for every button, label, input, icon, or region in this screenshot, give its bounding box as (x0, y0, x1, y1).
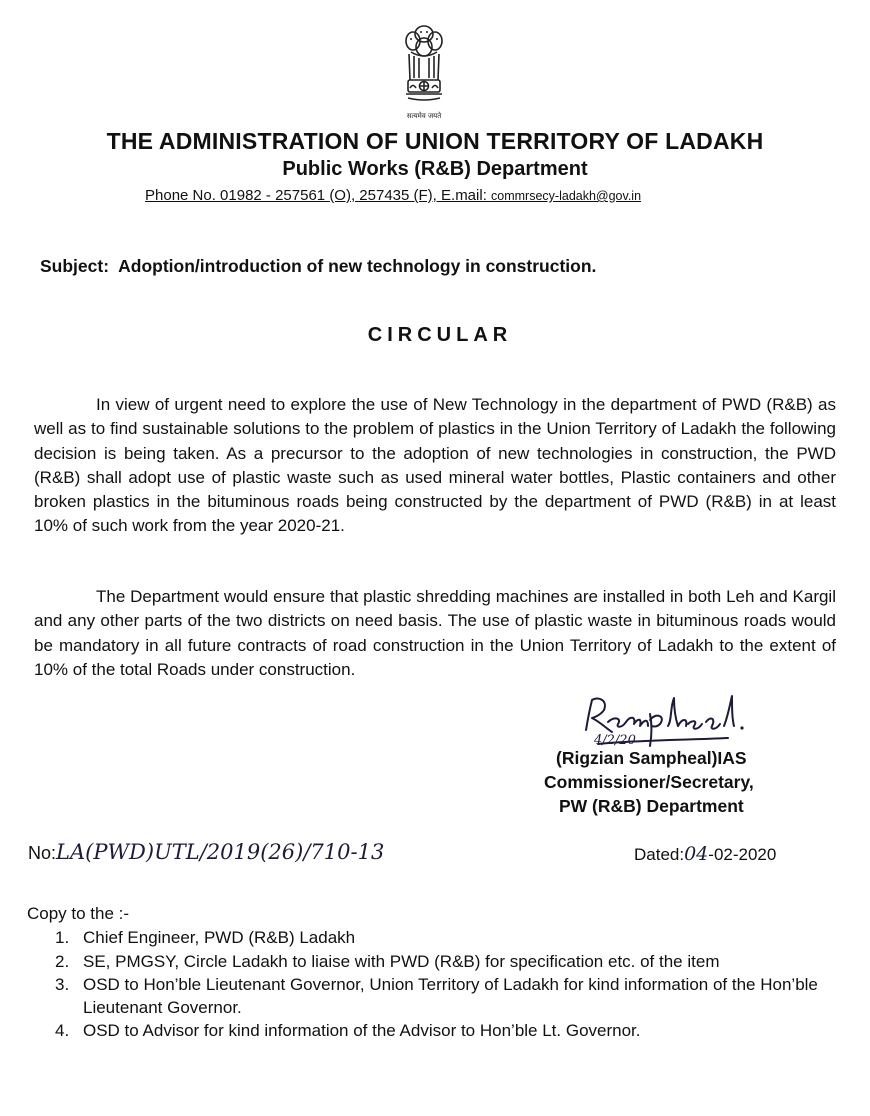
copy-to-list (30, 927, 830, 1044)
signature-date: 4/2/20 (594, 733, 636, 748)
dated-field (634, 843, 776, 865)
subject-text: Adoption/introduction of new technology in construction. (118, 256, 597, 276)
department-name: Public Works (R&B) Department (282, 158, 588, 180)
administration-title: THE ADMINISTRATION OF UNION TERRITORY OF LADAKH (106, 128, 764, 154)
reference-value: LA(PWD)UTL/2019(26)/710-13 (56, 840, 385, 864)
dated-rest: -02-2020 (708, 845, 777, 864)
list-item-number: 3. (55, 975, 70, 994)
list-item-text: OSD to Hon’ble Lieutenant Governor, Union Territory of Ladakh for kind information of the Hon’ble Lieutenant Governor. (83, 975, 818, 1017)
state-emblem-icon (400, 14, 448, 120)
list-item (30, 927, 830, 950)
list-item (30, 974, 830, 1019)
signatory-designation: Commissioner/Secretary, (544, 772, 754, 792)
contact-line (145, 187, 641, 204)
copy-to-label: Copy to the :- (27, 904, 130, 923)
list-item-number: 1. (55, 928, 70, 947)
list-item-text: SE, PMGSY, Circle Ladakh to liaise with PWD (R&B) for specification etc. of the item (83, 951, 720, 971)
signatory-name: (Rigzian Sampheal)IAS (556, 748, 747, 768)
body-paragraph-1: In view of urgent need to explore the use of New Technology in the department of PWD (R&B) as well as to find sustainable solutions to the problem of plastics in the Union Territory of Ladakh the following decision is being taken. As a precursor to the adoption of new technologies in construction, the PWD (R&B) shall adopt use of plastic waste such as used mineral water bottles, Plastic containers and other broken plastics in the bituminous roads being constructed by the department of PWD (R&B) in at least 10% of such work from the year 2020-21. (34, 395, 836, 536)
reference-label: No: (28, 843, 57, 863)
subject-line (40, 256, 596, 277)
list-item-text: OSD to Advisor for kind information of the Advisor to Hon’ble Lt. Governor. (83, 1021, 641, 1040)
reference-number (28, 840, 384, 864)
list-item-text: Chief Engineer, PWD (R&B) Ladakh (83, 928, 356, 947)
list-item (30, 951, 830, 974)
phone-details: Phone No. 01982 - 257561 (O), 257435 (F), E.mail: (145, 187, 492, 204)
emblem-motto: सत्यमेव जयते (406, 112, 442, 120)
signatory-department: PW (R&B) Department (559, 796, 744, 816)
dated-label: Dated: (634, 845, 685, 864)
body-paragraph-2: The Department would ensure that plastic shredding machines are installed in both Leh and Kargil and any other parts of the two districts on need basis. The use of plastic waste in bituminous roads would be mandatory in all future contracts of road construction in the Union Territory of Ladakh to the extent of 10% of the total Roads under construction. (34, 587, 836, 679)
list-item (30, 1020, 830, 1043)
email-address: commrsecy-ladakh@gov.in (491, 189, 642, 203)
list-item-number: 4. (55, 1021, 70, 1040)
list-item-number: 2. (55, 951, 70, 971)
subject-label: Subject: (40, 256, 110, 276)
circular-title: CIRCULAR (367, 324, 513, 346)
dated-day: 04 (684, 843, 709, 865)
